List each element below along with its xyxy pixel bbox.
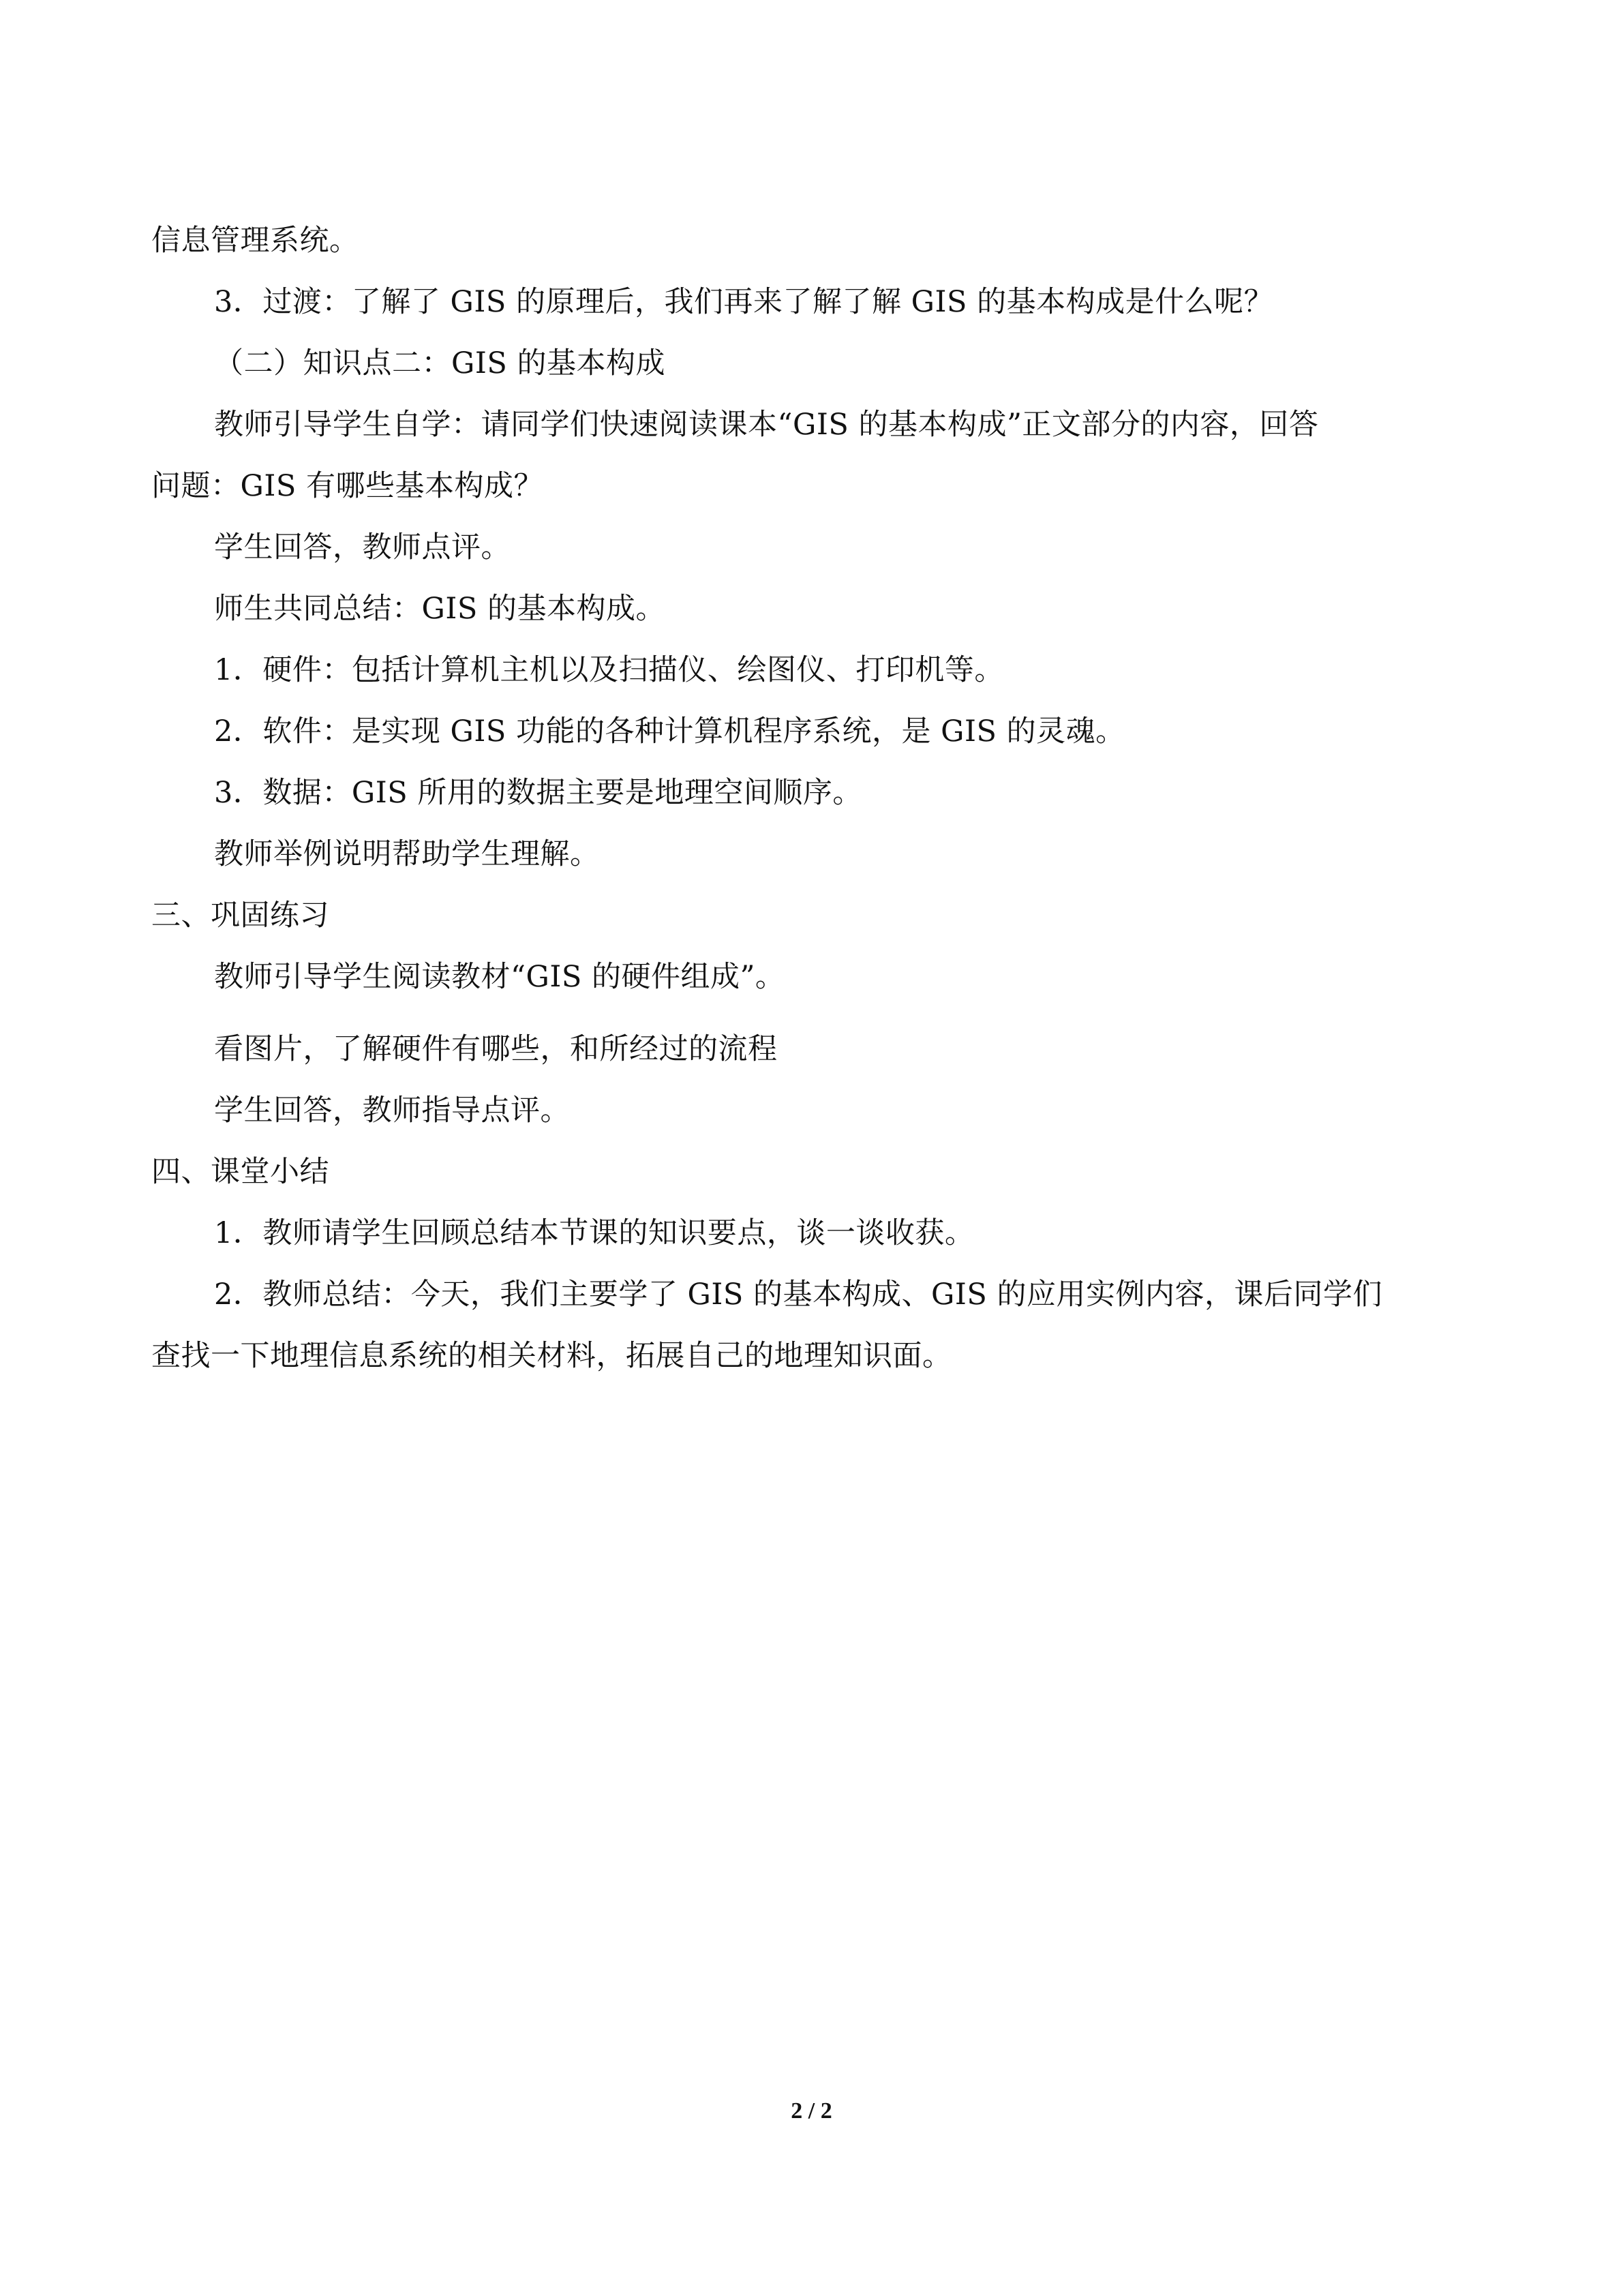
- paragraph-1: 信息管理系统。: [151, 224, 359, 258]
- list-item-data: 3．数据：GIS 所用的数据主要是地理空间顺序。: [214, 776, 862, 810]
- section-heading-practice: 三、巩固练习: [151, 898, 329, 933]
- paragraph-3: 教师引导学生自学：请同学们快速阅读课本“GIS 的基本构成”正文部分的内容，回答: [214, 408, 1319, 442]
- paragraph-8: 看图片，了解硬件有哪些，和所经过的流程: [214, 1032, 778, 1066]
- list-item-software: 2．软件：是实现 GIS 功能的各种计算机程序系统，是 GIS 的灵魂。: [214, 714, 1125, 749]
- summary-item-2: 2．教师总结：今天，我们主要学了 GIS 的基本构成、GIS 的应用实例内容，课后同学们: [214, 1278, 1382, 1312]
- document-body: [151, 210, 1481, 1387]
- paragraph-3-continuation: 问题：GIS 有哪些基本构成？: [151, 469, 543, 503]
- paragraph-6: 教师举例说明帮助学生理解。: [214, 837, 600, 871]
- list-item-hardware: 1．硬件：包括计算机主机以及扫描仪、绘图仪、打印机等。: [214, 653, 1004, 687]
- paragraph-7: 教师引导学生阅读教材“GIS 的硬件组成”。: [214, 960, 785, 994]
- section-heading-knowledge-point-2: （二）知识点二：GIS 的基本构成: [214, 346, 665, 380]
- summary-item-2-continuation: 查找一下地理信息系统的相关材料，拓展自己的地理知识面。: [151, 1339, 952, 1373]
- page-number: 2 / 2: [791, 2098, 832, 2124]
- paragraph-2: 3．过渡：了解了 GIS 的原理后，我们再来了解了解 GIS 的基本构成是什么呢？: [214, 285, 1274, 319]
- summary-item-1: 1．教师请学生回顾总结本节课的知识要点，谈一谈收获。: [214, 1216, 975, 1250]
- section-heading-summary: 四、课堂小结: [151, 1155, 329, 1189]
- paragraph-9: 学生回答，教师指导点评。: [214, 1093, 570, 1128]
- paragraph-4: 学生回答，教师点评。: [214, 530, 511, 564]
- paragraph-5: 师生共同总结：GIS 的基本构成。: [214, 592, 665, 626]
